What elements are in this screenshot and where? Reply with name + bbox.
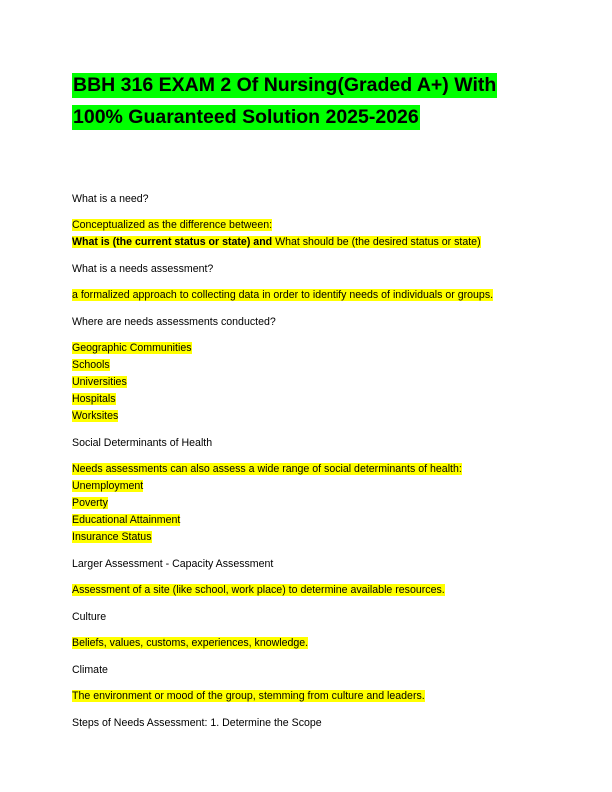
qa-content [72,192,542,730]
answer-4-list [72,461,542,546]
question-1: What is a need? [72,193,149,205]
answer-5 [72,582,542,599]
answer-1-line-1: Conceptualized as the difference between: [72,219,273,231]
question-4: Social Determinants of Health [72,437,213,449]
list-item: Schools [72,359,110,371]
answer-1-rest: What should be (the desired status or state) [272,236,481,248]
question-2: What is a needs assessment? [72,263,214,275]
list-item: Educational Attainment [72,514,181,526]
list-item: Unemployment [72,480,144,492]
answer-4-intro: Needs assessments can also assess a wide range of social determinants of health: [72,463,462,475]
list-item: Geographic Communities [72,342,192,354]
list-item: Universities [72,376,127,388]
answer-6-text: Beliefs, values, customs, experiences, knowledge. [72,637,309,649]
title-line-2: 100% Guaranteed Solution 2025-2026 [73,106,419,128]
answer-3-list [72,340,542,425]
answer-7-text: The environment or mood of the group, stemming from culture and leaders. [72,690,425,702]
answer-7 [72,688,542,705]
answer-5-text: Assessment of a site (like school, work place) to determine available resources. [72,584,445,596]
answer-1-bold: What is (the current status or state) and [72,236,273,248]
answer-2 [72,287,542,304]
title-line-1: BBH 316 EXAM 2 Of Nursing(Graded A+) With [73,74,497,96]
question-6: Culture [72,611,107,623]
answer-1 [72,217,542,251]
document-title [72,73,542,130]
question-7: Climate [72,664,108,676]
list-item: Poverty [72,497,108,509]
list-item: Insurance Status [72,531,152,543]
question-3: Where are needs assessments conducted? [72,316,276,328]
question-8: Steps of Needs Assessment: 1. Determine the Scope [72,717,322,729]
answer-2-text: a formalized approach to collecting data in order to identify needs of individuals or groups. [72,289,494,301]
answer-6 [72,635,542,652]
list-item: Hospitals [72,393,116,405]
question-5: Larger Assessment - Capacity Assessment [72,558,274,570]
list-item: Worksites [72,410,119,422]
